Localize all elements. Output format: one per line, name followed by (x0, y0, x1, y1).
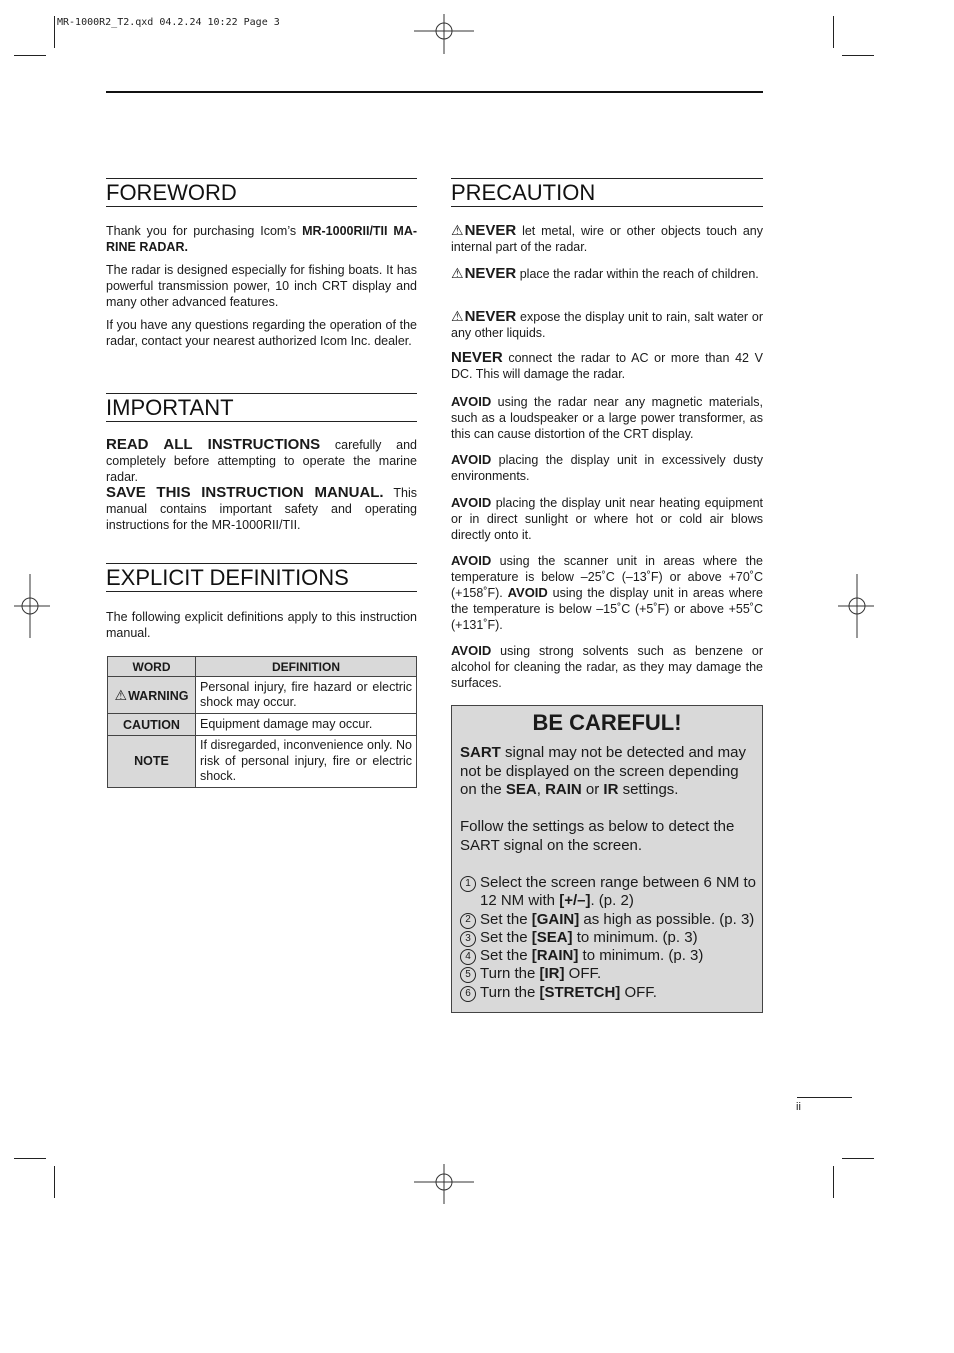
page-number-rule (797, 1097, 852, 1098)
precaution-item: NEVER connect the radar to AC or more than 42 V DC. This will damage the radar. (451, 349, 763, 381)
definitions-table (107, 656, 417, 788)
list-item: 5 Turn the [IR] OFF. (460, 965, 758, 983)
list-item: 1 Select the screen range between 6 NM to 12 NM with [+/–]. (p. 2) (460, 874, 758, 911)
page-number: ii (796, 1101, 801, 1113)
precaution-title: PRECAUTION (451, 178, 763, 207)
list-item: 3 Set the [SEA] to minimum. (p. 3) (460, 929, 758, 947)
crop-mark (833, 1166, 834, 1198)
important-title: IMPORTANT (106, 393, 417, 422)
crop-mark (842, 1158, 874, 1159)
table-header-row (108, 657, 417, 677)
explicit-definitions-title: EXPLICIT DEFINITIONS (106, 563, 417, 592)
warning-triangle-icon: ⚠ (114, 686, 128, 703)
step-number: 6 (460, 986, 476, 1002)
list-item: 2 Set the [GAIN] as high as possible. (p. 3) (460, 911, 758, 929)
foreword-paragraph: Thank you for purchasing Icom’s MR-1000RII/TII MA-RINE RADAR. (106, 224, 418, 254)
precaution-item: AVOID placing the display unit near heating equipment or in direct sunlight or where hot or cold air blows directly onto it. (451, 495, 763, 542)
header-rule (106, 91, 763, 93)
list-item: 6 Turn the [STRETCH] OFF. (460, 984, 758, 1002)
important-paragraph: READ ALL INSTRUCTIONS carefully and completely before attempting to operate the marine radar. (106, 436, 417, 484)
list-item: 4 Set the [RAIN] to minimum. (p. 3) (460, 947, 758, 965)
precaution-item: ⚠NEVER expose the display unit to rain, salt water or any other liquids. (451, 308, 763, 340)
registration-mark-icon (14, 574, 50, 638)
table-cell-definition: Equipment damage may occur. (196, 714, 417, 736)
table-cell-definition: If disregarded, inconvenience only. No risk of personal injury, fire or electric shock. (196, 736, 417, 788)
precaution-item: AVOID using the scanner unit in areas where the temperature is below –25˚C (–13˚F) or above +70˚C (+158˚F). AVOID using the display unit in areas where the temperature is below –15˚C (+5˚F) or above +55˚C (+131˚F). (451, 553, 763, 632)
table-header-word: WORD (108, 657, 196, 677)
table-header-definition: DEFINITION (196, 657, 417, 677)
be-careful-box (451, 705, 763, 1013)
explicit-definitions-intro: The following explicit definitions apply to this instruction manual. (106, 610, 417, 640)
crop-mark (833, 16, 834, 48)
step-number: 1 (460, 876, 476, 892)
warning-triangle-icon: ⚠ (451, 308, 464, 324)
print-slug: MR-1000R2_T2.qxd 04.2.24 10:22 Page 3 (57, 17, 280, 28)
table-cell-definition: Personal injury, fire hazard or electric shock may occur. (196, 677, 417, 714)
warning-triangle-icon: ⚠ (451, 222, 464, 238)
table-cell-word: ⚠WARNING (108, 677, 196, 714)
step-number: 4 (460, 949, 476, 965)
crop-mark (14, 1158, 46, 1159)
crop-mark (54, 1166, 55, 1198)
foreword-paragraph: If you have any questions regarding the operation of the radar, contact your nearest authorized Icom Inc. dealer. (106, 318, 417, 348)
table-row (108, 736, 417, 788)
be-careful-title: BE CAREFUL! (532, 710, 682, 735)
precaution-item: ⚠NEVER place the radar within the reach of children. (451, 265, 759, 282)
precaution-item: AVOID using the radar near any magnetic materials, such as a loudspeaker or a large power transformer, as this can cause distortion of the CRT display. (451, 394, 763, 441)
warning-triangle-icon: ⚠ (451, 265, 464, 281)
crop-mark (54, 16, 55, 48)
table-row (108, 677, 417, 714)
important-paragraph: SAVE THIS INSTRUCTION MANUAL. This manual contains important safety and operating instructions for the MR-1000RII/TII. (106, 484, 417, 532)
table-cell-word: CAUTION (108, 714, 196, 736)
step-number: 3 (460, 931, 476, 947)
be-careful-steps (460, 874, 758, 1002)
foreword-title: FOREWORD (106, 178, 417, 207)
table-cell-word: NOTE (108, 736, 196, 788)
be-careful-paragraph: SART signal may not be detected and may not be displayed on the screen depending on the SEA, RAIN or IR settings. (460, 744, 746, 798)
precaution-item: AVOID using strong solvents such as benzene or alcohol for cleaning the radar, as they may damage the surfaces. (451, 643, 763, 690)
precaution-item: ⚠NEVER let metal, wire or other objects touch any internal part of the radar. (451, 222, 763, 254)
crop-mark (14, 55, 46, 56)
table-row (108, 714, 417, 736)
crop-mark (842, 55, 874, 56)
step-number: 5 (460, 967, 476, 983)
registration-mark-icon (414, 1164, 474, 1204)
registration-mark-icon (414, 14, 474, 54)
precaution-item: AVOID placing the display unit in excessively dusty environments. (451, 452, 763, 483)
step-number: 2 (460, 913, 476, 929)
foreword-paragraph: The radar is designed especially for fishing boats. It has powerful transmission power, 10 inch CRT display and many other advanced features. (106, 263, 417, 309)
registration-mark-icon (838, 574, 874, 638)
be-careful-paragraph: Follow the settings as below to detect the SART signal on the screen. (460, 818, 735, 854)
